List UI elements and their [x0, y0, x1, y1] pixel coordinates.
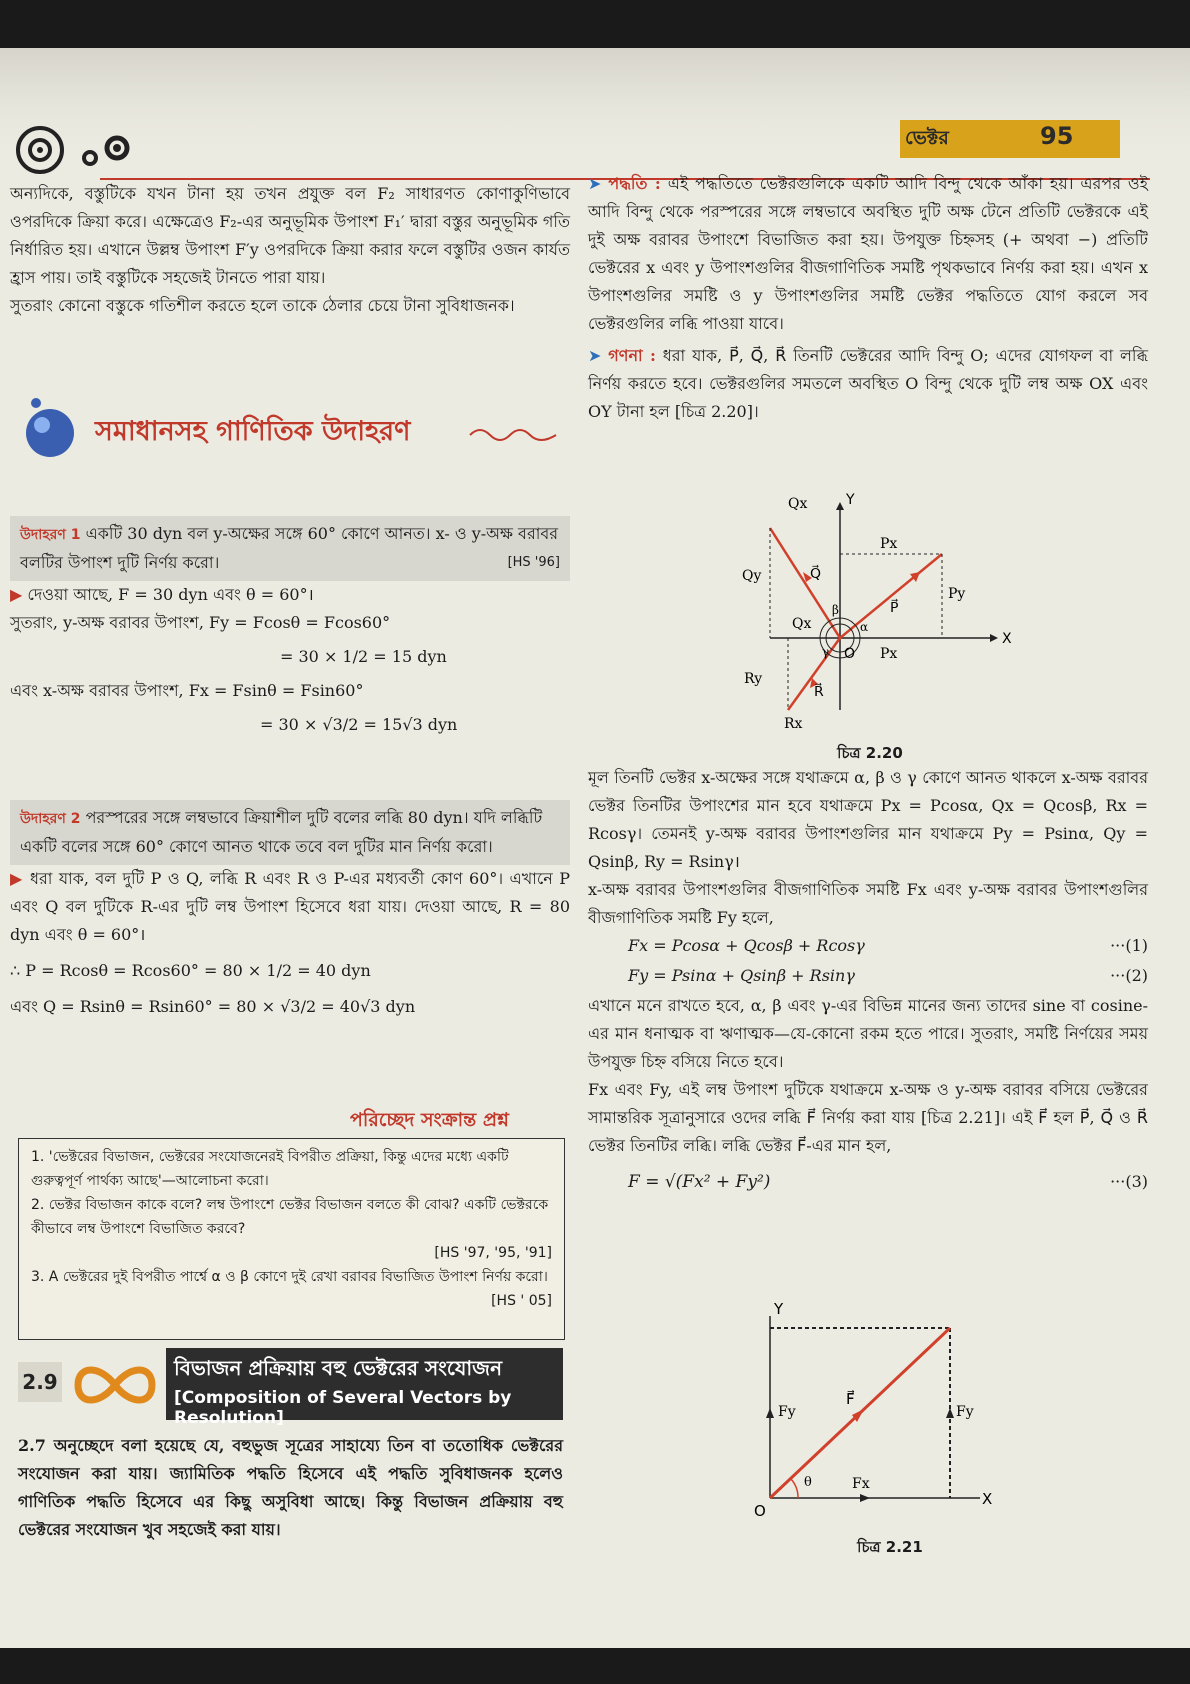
equation-2: Fy = Psinα + Qsinβ + Rsinγ ···(2) — [628, 966, 1148, 985]
fig220-alpha: α — [860, 620, 869, 634]
fig220-Y: Y — [846, 492, 855, 508]
fig221-X: X — [982, 1490, 993, 1508]
section-title: সমাধানসহ গাণিতিক উদাহরণ — [95, 416, 411, 447]
paper-plane-icon: ➤ — [588, 174, 609, 193]
page-number: 95 — [1040, 122, 1074, 150]
figure-2-21 — [740, 1298, 1030, 1528]
questions-box — [18, 1138, 565, 1340]
fig220-Ry: Ry — [744, 671, 763, 687]
fig220-gamma: γ — [822, 645, 830, 659]
fig220-Py: Py — [948, 586, 966, 602]
section-title-bn: বিভাজন প্রক্রিয়ায় বহু ভেক্টরের সংযোজন — [174, 1356, 503, 1380]
fig220-Rx: Rx — [784, 716, 803, 732]
fig220-O: O — [844, 646, 856, 662]
example-1-label: উদাহরণ 1 — [20, 527, 81, 543]
fig221-O: O — [754, 1502, 766, 1520]
infinity-icon — [70, 1360, 160, 1410]
fig221-Fy-right: Fy — [956, 1404, 974, 1420]
example-1-line-1: ▶ দেওয়া আছে, F = 30 dyn এবং θ = 60°। — [10, 585, 314, 604]
right-para-2: x-অক্ষ বরাবর উপাংশগুলির বীজগাণিতিক সমষ্টি Fx এবং y-অক্ষ বরাবর উপাংশগুলির বীজগাণিতিক সমষ্টি Fy হলে, — [588, 880, 1148, 927]
paper-plane-icon-2: ➤ — [588, 346, 609, 365]
fig220-Qy: Qy — [742, 568, 762, 584]
fig221-Y: Y — [774, 1300, 784, 1318]
fig221-Fx: Fx — [852, 1476, 870, 1492]
question-3: 3. A ভেক্টরের দুই বিপরীত পার্শ্বে α ও β কোণে দুই রেখা বরাবর বিভাজিত উপাংশ নির্ণয় করো। — [31, 1269, 548, 1285]
fig220-Qx-top: Qx — [788, 496, 808, 512]
example-2-question-box — [10, 800, 570, 865]
example-2-line-2: ∴ P = Rcosθ = Rcos60° = 80 × 1/2 = 40 dyn — [10, 961, 371, 980]
textbook-page — [0, 48, 1190, 1648]
example-2-line-1: ▶ ধরা যাক, বল দুটি P ও Q, লব্ধি R এবং R ও P-এর মধ্যবর্তী কোণ 60°। এখানে P এবং Q বল দুটিকে R-এর দুটি লম্ব উপাংশ হিসেবে ধরা যায়। দেওয়া আছে, R = 80 dyn এবং θ = 60°। — [10, 869, 570, 944]
section-heading — [10, 393, 570, 463]
fig221-F: F⃗ — [846, 1390, 855, 1408]
left-intro — [10, 180, 570, 320]
squiggle-decoration — [468, 423, 558, 443]
example-2 — [10, 800, 570, 1021]
fig220-caption: চিত্র 2.20 — [837, 744, 903, 762]
example-1-line-2: সুতরাং, y-অক্ষ বরাবর উপাংশ, Fy = Fcosθ = Fcos60° — [10, 613, 391, 632]
fig221-theta: θ — [804, 1475, 812, 1490]
figure-2-20 — [740, 488, 1060, 738]
question-2-tag: [HS '97, '95, '91] — [434, 1245, 552, 1261]
intro-para-1: অন্যদিকে, বস্তুটিকে যখন টানা হয় তখন প্রযুক্ত বল F₂ সাধারণত কোণাকুণিভাবে ওপরদিকে ক্রিয়া করে। এক্ষেত্রেও F₂-এর অনুভূমিক উপাংশ F₁′ দ্বারা বস্তুর অনুভূমিক গতি নির্ধারিত হয়। এখানে উল্লম্ব উপাংশ F′y ওপরদিকে ক্রিয়া করার ফলে বস্তুটির ওজন কার্যত হ্রাস পায়। তাই বস্তুটিকে সহজেই টানতে পারা যায়। — [10, 184, 570, 287]
right-body — [588, 764, 1148, 1208]
method-label: পদ্ধতি : — [608, 174, 661, 193]
fig220-beta: β — [832, 603, 839, 617]
section-title-en: [Composition of Several Vectors by Resolution] — [174, 1388, 512, 1428]
example-1-question: একটি 30 dyn বল y-অক্ষের সঙ্গে 60° কোণে আনত। x- ও y-অক্ষ বরাবর বলটির উপাংশ দুটি নির্ণয় করো। — [20, 524, 559, 572]
fig221-Fy-left: Fy — [778, 1404, 796, 1420]
chapter-name: ভেক্টর — [905, 127, 949, 149]
right-para-1: মূল তিনটি ভেক্টর x-অক্ষের সঙ্গে যথাক্রমে α, β ও γ কোণে আনত থাকলে x-অক্ষ বরাবর ভেক্টর তিনটির উপাংশের মান হবে যথাক্রমে Px = Pcosα, Qx = Qcosβ, Rx = Rcosγ। তেমনই y-অক্ষ বরাবর উপাংশগুলির মান যথাক্রমে Py = Psinα, Qy = Qsinβ, Ry = Rsinγ। — [588, 768, 1148, 871]
fig220-Qx-mid: Qx — [792, 616, 812, 632]
calc-label: গণনা : — [608, 346, 656, 365]
section-title-bar — [166, 1348, 563, 1428]
brain-gear-logo-icon — [12, 120, 152, 180]
question-3-tag: [HS ' 05] — [491, 1293, 552, 1309]
example-2-label: উদাহরণ 2 — [20, 811, 81, 827]
question-2: 2. ভেক্টর বিভাজন কাকে বলে? লম্ব উপাংশে ভেক্টর বিভাজন বলতে কী বোঝ? একটি ভেক্টরকে কীভাবে লম্ব উপাংশে বিভাজিত করবে? — [31, 1197, 549, 1237]
fig220-P: P⃗ — [890, 600, 899, 616]
section-2-9-text: 2.7 অনুচ্ছেদে বলা হয়েছে যে, বহুভুজ সূত্রের সাহায্যে তিন বা ততোধিক ভেক্টরের সংযোজন করা যায়। জ্যামিতিক পদ্ধতি হিসেবে এই পদ্ধতি সুবিধাজনক হলেও গাণিতিক পদ্ধতি হিসেবে এর কিছু অসুবিধা আছে। কিন্তু বিভাজন প্রক্রিয়ায় বহু ভেক্টরের সংযোজন খুব সহজেই করা যায়। — [18, 1436, 563, 1539]
section-2-9-heading — [18, 1348, 563, 1428]
questions-title: পরিচ্ছেদ সংক্রান্ত প্রশ্ন — [350, 1109, 509, 1131]
calc-para: ➤ গণনা : ধরা যাক, P⃗, Q⃗, R⃗ তিনটি ভেক্টরের আদি বিন্দু O; এদের যোগফল বা লব্ধি নির্ণয় করতে হবে। ভেক্টরগুলির সমতলে অবস্থিত O বিন্দু থেকে দুটি লম্ব অক্ষ OX এবং OY টানা হল [চিত্র 2.20]। — [588, 346, 1148, 421]
example-2-line-3: এবং Q = Rsinθ = Rsin60° = 80 × √3/2 = 40√3 dyn — [10, 997, 416, 1016]
equation-3: F = √(Fx² + Fy²) ···(3) — [628, 1172, 1148, 1192]
section-number: 2.9 — [18, 1362, 62, 1402]
example-1-question-box — [10, 516, 570, 581]
fig220-Px-top: Px — [880, 536, 898, 552]
example-1-tag: [HS '96] — [507, 555, 560, 570]
example-1-line-5: = 30 × √3/2 = 15√3 dyn — [260, 715, 458, 734]
right-method — [588, 170, 1148, 426]
fig221-caption: চিত্র 2.21 — [857, 1538, 923, 1556]
right-para-4: Fx এবং Fy, এই লম্ব উপাংশ দুটিকে যথাক্রমে x-অক্ষ ও y-অক্ষ বরাবর বসিয়ে ভেক্টরের সামান্তরিক সূত্রানুসারে ওদের লব্ধি F⃗ নির্ণয় করা যায় [চিত্র 2.21]। এই F⃗ হল P⃗, Q⃗ ও R⃗ ভেক্টর তিনটির লব্ধি। লব্ধি ভেক্টর F⃗-এর মান হল, — [588, 1080, 1148, 1155]
method-para: ➤ পদ্ধতি : এই পদ্ধতিতে ভেক্টরগুলিকে একটি আদি বিন্দু থেকে আঁকা হয়। এরপর ওই আদি বিন্দু থেকে পরস্পরের সঙ্গে লম্বভাবে অবস্থিত দুটি অক্ষ টেনে প্রতিটি ভেক্টরকে এই দুই অক্ষ বরাবর উপাংশে বিভাজিত করা হয়। উপযুক্ত চিহ্নসহ (+ অথবা −) প্রতিটি ভেক্টরের x এবং y উপাংশগুলির বীজগাণিতিক সমষ্টি পৃথকভাবে নির্ণয় করা হয়। এখন x উপাংশগুলির সমষ্টি ও y উপাংশগুলির সমষ্টি ভেক্টর পদ্ধতিতে যোগ করলে সব ভেক্টরগুলির লব্ধি পাওয়া যাবে। — [588, 174, 1149, 333]
example-2-question: পরস্পরের সঙ্গে লম্বভাবে ক্রিয়াশীল দুটি বলের লব্ধি 80 dyn। যদি লব্ধিটি একটি বলের সঙ্গে 60° কোণে আনত থাকে তবে বল দুটির মান নির্ণয় করো। — [20, 808, 543, 856]
equation-1: Fx = Pcosα + Qcosβ + Rcosγ ···(1) — [628, 936, 1148, 955]
sphere-icon — [10, 393, 90, 463]
fig220-Px-bottom: Px — [880, 646, 898, 662]
example-1-line-3: = 30 × 1/2 = 15 dyn — [280, 647, 447, 666]
right-para-3: এখানে মনে রাখতে হবে, α, β এবং γ-এর বিভিন্ন মানের জন্য তাদের sine বা cosine-এর মান ধনাত্মক বা ঋণাত্মক—যে-কোনো রকম হতে পারে। সুতরাং, সমষ্টি নির্ণয়ের সময় উপযুক্ত চিহ্ন বসিয়ে নিতে হবে। — [588, 996, 1148, 1071]
intro-para-2: সুতরাং কোনো বস্তুকে গতিশীল করতে হলে তাকে ঠেলার চেয়ে টানা সুবিধাজনক। — [10, 296, 515, 315]
fig220-X: X — [1002, 631, 1012, 647]
fig220-R: R⃗ — [814, 684, 824, 700]
example-1-line-4: এবং x-অক্ষ বরাবর উপাংশ, Fx = Fsinθ = Fsin60° — [10, 681, 364, 700]
question-1: 1. 'ভেক্টরের বিভাজন, ভেক্টরের সংযোজনেরই বিপরীত প্রক্রিয়া, কিন্তু এদের মধ্যে একটি গুরুত্বপূর্ণ পার্থক্য আছে'—আলোচনা করো। — [31, 1149, 509, 1189]
fig220-Q: Q⃗ — [810, 566, 822, 582]
example-1 — [10, 516, 570, 745]
